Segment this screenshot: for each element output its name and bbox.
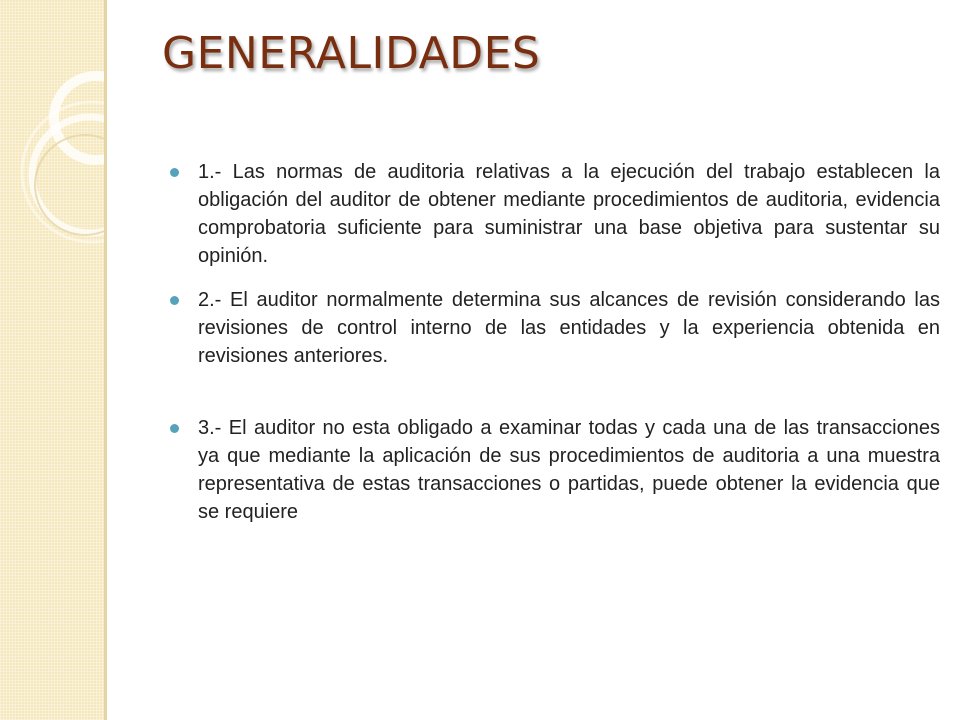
bullet-text: 1.- Las normas de auditoria relativas a la ejecución del trabajo establecen la obligación del auditor de obtener mediante procedimientos de auditoria, evidencia comprobatoria suficiente para suministrar una base objetiva para sustentar su opinión. [198, 161, 940, 267]
bullet-list [170, 158, 940, 526]
side-band-edge [104, 0, 107, 720]
bullet-text: 2.- El auditor normalmente determina sus alcances de revisión considerando las revisiones de control interno de las entidades y la experiencia obtenida en revisiones anteriores. [198, 289, 940, 367]
bullet-dot-icon [170, 168, 179, 177]
bullet-item [170, 414, 940, 526]
bullet-dot-icon [170, 296, 179, 305]
slide-title: GENERALIDADES [162, 28, 541, 79]
bullet-dot-icon [170, 424, 179, 433]
bullet-item [170, 158, 940, 270]
bullet-item [170, 286, 940, 370]
decorative-side-band [0, 0, 106, 720]
bullet-text: 3.- El auditor no esta obligado a examinar todas y cada una de las transacciones ya que mediante la aplicación de sus procedimientos de auditoria a una muestra representativa de estas transacciones o partidas, puede obtener la evidencia que se requiere [198, 417, 940, 523]
decorative-circles [0, 0, 106, 720]
